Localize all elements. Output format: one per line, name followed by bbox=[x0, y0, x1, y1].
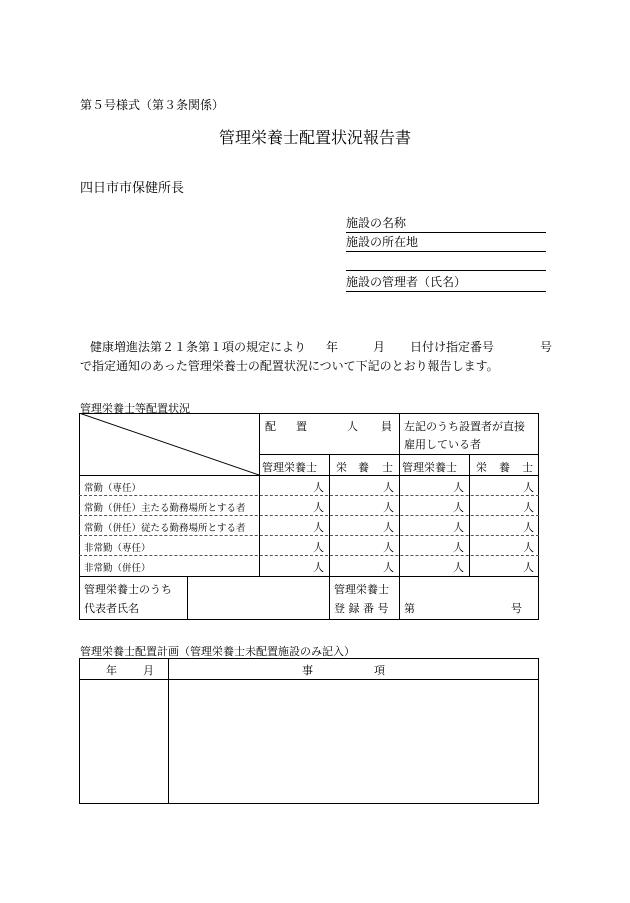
unit-cell: 人 bbox=[383, 561, 394, 574]
reg-suffix: 号 bbox=[511, 602, 522, 615]
col-eiyou-2-c: 士 bbox=[522, 461, 533, 474]
row-label-3: 常勤（併任）従たる勤務場所とする者 bbox=[84, 523, 246, 534]
header-group2-line1: 左記のうち設置者が直接 bbox=[404, 420, 525, 433]
form-number: 第５号様式（第３条関係） bbox=[80, 98, 225, 112]
plan-col-matter-1: 事 bbox=[302, 664, 313, 677]
header-diagonal bbox=[79, 413, 259, 475]
unit-cell: 人 bbox=[313, 561, 324, 574]
col-eiyou-2-b: 養 bbox=[499, 461, 510, 474]
plan-col-year: 年 bbox=[106, 664, 117, 677]
unit-cell: 人 bbox=[313, 541, 324, 554]
unit-cell: 人 bbox=[313, 481, 324, 494]
unit-cell: 人 bbox=[313, 521, 324, 534]
addressee: 四日市市保健所長 bbox=[80, 181, 185, 196]
unit-cell: 人 bbox=[313, 501, 324, 514]
col-eiyou-1-a: 栄 bbox=[336, 461, 347, 474]
row-label-1: 常勤（専任） bbox=[84, 483, 142, 494]
body-line1: 健康増進法第２１条第１項の規定により bbox=[90, 340, 307, 354]
body-line2: で指定通知のあった管理栄養士の配置状況について下記のとおり報告します。 bbox=[80, 359, 499, 373]
unit-cell: 人 bbox=[383, 481, 394, 494]
rep-label-line2: 代表者氏名 bbox=[84, 602, 139, 615]
body-number: 号 bbox=[540, 340, 553, 354]
plan-table-caption: 管理栄養士配置計画（管理栄養士未配置施設のみ記入） bbox=[80, 645, 355, 658]
header-group1-char2: 置 bbox=[296, 420, 307, 433]
staffing-table-caption: 管理栄養士等配置状況 bbox=[80, 402, 190, 415]
unit-cell: 人 bbox=[453, 541, 464, 554]
header-group2-line2: 雇用している者 bbox=[404, 438, 481, 451]
body-date-label: 日付け指定番号 bbox=[410, 340, 495, 354]
facility-manager-label: 施設の管理者（氏名） bbox=[346, 275, 467, 289]
facility-address-label: 施設の所在地 bbox=[346, 235, 419, 249]
facility-name-field[interactable] bbox=[346, 215, 546, 233]
header-group1-char4: 員 bbox=[381, 420, 392, 433]
reg-label-line2: 登 録 番 号 bbox=[334, 602, 389, 615]
unit-cell: 人 bbox=[453, 501, 464, 514]
unit-cell: 人 bbox=[383, 501, 394, 514]
row-label-5: 非常勤（併任） bbox=[84, 563, 151, 574]
col-kanri-2: 管理栄養士 bbox=[402, 461, 457, 474]
plan-col-matter-2: 項 bbox=[374, 664, 385, 677]
unit-cell: 人 bbox=[523, 501, 534, 514]
col-eiyou-1-c: 士 bbox=[382, 461, 393, 474]
col-eiyou-1-b: 養 bbox=[358, 461, 369, 474]
reg-label-line1: 管理栄養士 bbox=[334, 583, 389, 596]
unit-cell: 人 bbox=[523, 541, 534, 554]
unit-cell: 人 bbox=[453, 521, 464, 534]
facility-address-field[interactable] bbox=[346, 234, 546, 252]
col-kanri-1: 管理栄養士 bbox=[262, 461, 317, 474]
facility-manager-field[interactable] bbox=[346, 274, 546, 292]
unit-cell: 人 bbox=[523, 521, 534, 534]
header-group1-char3: 人 bbox=[347, 420, 358, 433]
document-title: 管理栄養士配置状況報告書 bbox=[218, 128, 411, 147]
facility-address-line2-field[interactable] bbox=[346, 253, 546, 271]
rep-label-line1: 管理栄養士のうち bbox=[84, 583, 172, 596]
unit-cell: 人 bbox=[523, 481, 534, 494]
unit-cell: 人 bbox=[453, 481, 464, 494]
unit-cell: 人 bbox=[453, 561, 464, 574]
header-group1-char1: 配 bbox=[265, 420, 276, 433]
col-eiyou-2-a: 栄 bbox=[476, 461, 487, 474]
row-label-4: 非常勤（専任） bbox=[84, 543, 151, 554]
body-month: 月 bbox=[373, 340, 386, 354]
reg-prefix: 第 bbox=[404, 602, 415, 615]
facility-name-label: 施設の名称 bbox=[346, 216, 407, 230]
body-year: 年 bbox=[326, 340, 339, 354]
unit-cell: 人 bbox=[523, 561, 534, 574]
row-label-2: 常勤（併任）主たる勤務場所とする者 bbox=[84, 503, 246, 514]
unit-cell: 人 bbox=[383, 541, 394, 554]
unit-cell: 人 bbox=[383, 521, 394, 534]
plan-col-month: 月 bbox=[143, 664, 154, 677]
